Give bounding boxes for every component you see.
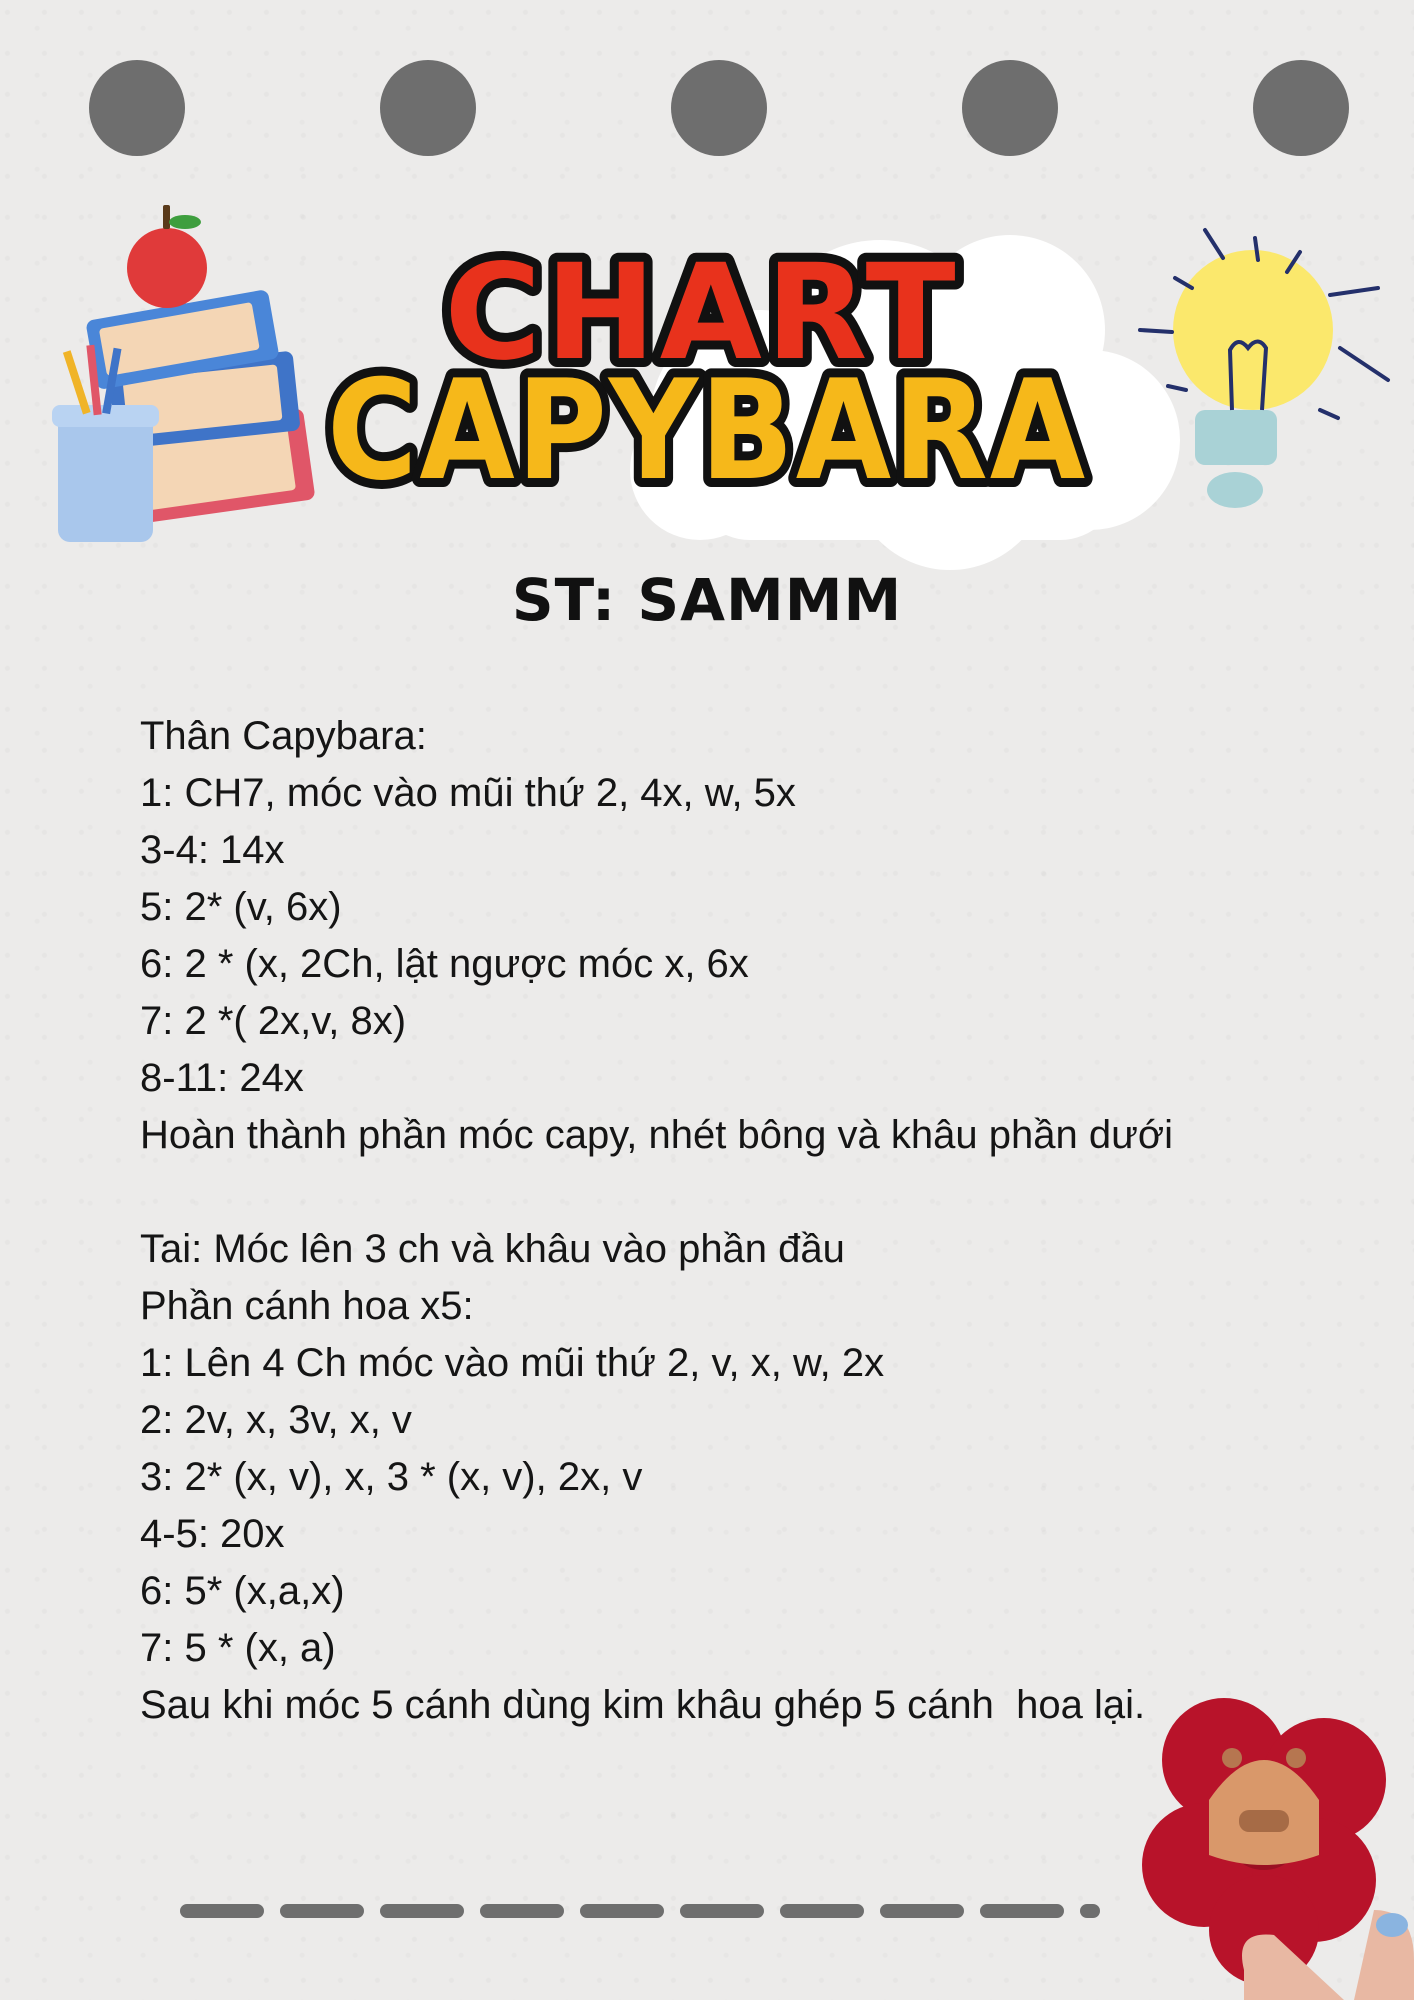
pattern-line: 1: Lên 4 Ch móc vào mũi thứ 2, v, x, w, 2x <box>140 1341 885 1385</box>
pattern-line: 7: 2 *( 2x,v, 8x) <box>140 999 407 1043</box>
blank-line <box>140 1164 1320 1221</box>
dash <box>780 1904 864 1918</box>
dash <box>980 1904 1064 1918</box>
title-area <box>0 0 1414 660</box>
pattern-line: 6: 2 * (x, 2Ch, lật ngược móc x, 6x <box>140 942 749 986</box>
pattern-line: Sau khi móc 5 cánh dùng kim khâu ghép 5 cánh hoa lại. <box>140 1683 1146 1727</box>
pattern-line: Tai: Móc lên 3 ch và khâu vào phần đầu <box>140 1227 845 1271</box>
dash <box>880 1904 964 1918</box>
pattern-line: 8-11: 24x <box>140 1056 304 1100</box>
lightbulb-illustration <box>1140 230 1388 508</box>
pattern-line: 1: CH7, móc vào mũi thứ 2, 4x, w, 5x <box>140 771 796 815</box>
pattern-line: 3-4: 14x <box>140 828 285 872</box>
pattern-line: Phần cánh hoa x5: <box>140 1284 474 1328</box>
dash <box>380 1904 464 1918</box>
pattern-line: 5: 2* (v, 6x) <box>140 885 342 929</box>
pattern-line: Hoàn thành phần móc capy, nhét bông và khâu phần dưới <box>140 1113 1173 1157</box>
pattern-line: 4-5: 20x <box>140 1512 285 1556</box>
author-byline: ST: SAMMM <box>511 566 903 634</box>
dash <box>480 1904 564 1918</box>
title-capybara: CAPYBARA <box>327 350 1087 511</box>
crochet-flower-illustration <box>1114 1680 1414 2000</box>
dash <box>180 1904 264 1918</box>
title-chart: CHART <box>444 236 960 390</box>
dash <box>1080 1904 1100 1918</box>
pattern-line: 7: 5 * (x, a) <box>140 1626 336 1670</box>
pattern-line: 6: 5* (x,a,x) <box>140 1569 345 1613</box>
books-illustration <box>52 205 316 542</box>
dash <box>580 1904 664 1918</box>
dash <box>280 1904 364 1918</box>
pattern-line: 3: 2* (x, v), x, 3 * (x, v), 2x, v <box>140 1455 643 1499</box>
pattern-line: Thân Capybara: <box>140 714 427 758</box>
pattern-line: 2: 2v, x, 3v, x, v <box>140 1398 412 1442</box>
title-graphics <box>0 0 1414 660</box>
dash <box>680 1904 764 1918</box>
pattern-text <box>140 708 1320 1734</box>
